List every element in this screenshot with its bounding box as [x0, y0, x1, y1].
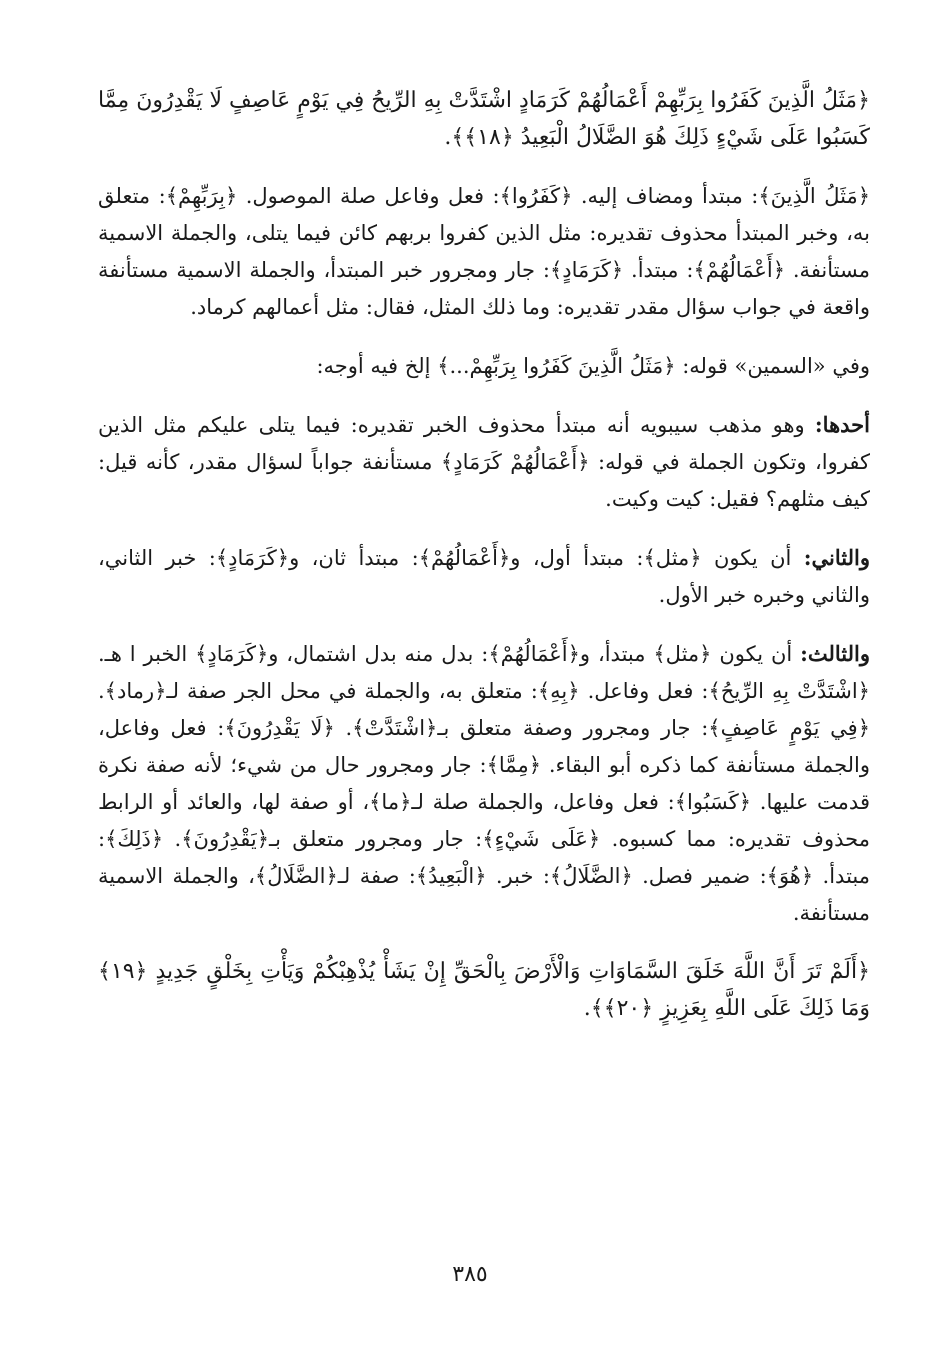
paragraph-lead: والثالث:	[800, 641, 870, 666]
second-view-paragraph	[98, 539, 870, 614]
paragraph-text: ﴿مَثَلُ الَّذِينَ﴾: مبتدأ ومضاف إليه. ﴿كَفَرُوا﴾: فعل وفاعل صلة الموصول. ﴿بِرَبِّهِمْ﴾: متعلق به، وخبر المبتدأ محذوف تقديره: مثل الذين كفروا بربهم كائن فيما يتلى، والجملة الاسمية مستأنفة. ﴿أَعْمَالُهُمْ﴾: مبتدأ. ﴿كَرَمَادٍ﴾: جار ومجرور خبر المبتدأ، والجملة الاسمية مستأنفة واقعة في جواب سؤال مقدر تقديره: وما ذلك المثل، فقال: مثل أعمالهم كرماد.	[98, 184, 870, 319]
third-view-paragraph	[98, 635, 870, 932]
paragraph-lead: والثاني:	[803, 545, 870, 570]
paragraph-text: أن يكون ﴿مثل﴾: مبتدأ أول، و﴿أَعْمَالُهُمْ﴾: مبتدأ ثان، و﴿كَرَمَادٍ﴾: خبر الثاني، والثاني وخبره خبر الأول.	[98, 546, 870, 607]
samin-intro-paragraph	[98, 347, 870, 385]
paragraph-lead: أحدها:	[814, 412, 870, 437]
verse-18-paragraph	[98, 82, 870, 156]
verse-19-20-paragraph	[98, 953, 870, 1027]
paragraph-text: أن يكون ﴿مثل﴾ مبتدأ، و﴿أَعْمَالُهُمْ﴾: بدل منه بدل اشتمال، و﴿كَرَمَادٍ﴾ الخبر ا هـ. ﴿اشْتَدَّتْ بِهِ الرِّيحُ﴾: فعل وفاعل. ﴿بِهِ﴾: متعلق به، والجملة في محل الجر صفة لـ﴿رماد﴾. ﴿فِي يَوْمٍ عَاصِفٍ﴾: جار ومجرور وصفة متعلق بـ﴿اشْتَدَّتْ﴾. ﴿لَا يَقْدِرُونَ﴾: فعل وفاعل، والجملة مستأنفة كما ذكره أبو البقاء. ﴿مِمَّا﴾: جار ومجرور حال من شيء؛ لأنه صفة نكرة قدمت عليها. ﴿كَسَبُوا﴾: فعل وفاعل، والجملة صلة لـ﴿ما﴾، أو صفة لها، والعائد أو الرابط محذوف تقديره: مما كسبوه. ﴿عَلَى شَيْءٍ﴾: جار ومجرور متعلق بـ﴿يَقْدِرُونَ﴾. ﴿ذَلِكَ﴾: مبتدأ. ﴿هُوَ﴾: ضمير فصل. ﴿الضَّلَالُ﴾: خبر. ﴿الْبَعِيدُ﴾: صفة لـ﴿الضَّلَالُ﴾، والجملة الاسمية مستأنفة.	[98, 642, 871, 925]
first-view-paragraph	[98, 406, 870, 518]
paragraph-text: وهو مذهب سيبويه أنه مبتدأ محذوف الخبر تقديره: فيما يتلى عليكم مثل الذين كفروا، وتكون الجملة في قوله: ﴿أَعْمَالُهُمْ كَرَمَادٍ﴾ مستأنفة جواباً لسؤال مقدر، كأنه قيل: كيف مثلهم؟ فقيل: كيت وكيت.	[98, 413, 870, 511]
page-text-block	[98, 82, 870, 1048]
paragraph-text: ﴿مَثَلُ الَّذِينَ كَفَرُوا بِرَبِّهِمْ أَعْمَالُهُمْ كَرَمَادٍ اشْتَدَّتْ بِهِ الرِّيحُ فِي يَوْمٍ عَاصِفٍ لَا يَقْدِرُونَ مِمَّا كَسَبُوا عَلَى شَيْءٍ ذَلِكَ هُوَ الضَّلَالُ الْبَعِيدُ ﴿١٨﴾﴾.	[98, 88, 870, 150]
page-number: ٣٨٥	[452, 1262, 488, 1287]
paragraph-text: وفي «السمين» قوله: ﴿مَثَلُ الَّذِينَ كَفَرُوا بِرَبِّهِمْ...﴾ إلخ فيه أوجه:	[316, 354, 870, 378]
paragraph-text: ﴿أَلَمْ تَرَ أَنَّ اللَّهَ خَلَقَ السَّمَاوَاتِ وَالْأَرْضَ بِالْحَقِّ إِنْ يَشَأْ يُذْهِبْكُمْ وَيَأْتِ بِخَلْقٍ جَدِيدٍ ﴿١٩﴾ وَمَا ذَلِكَ عَلَى اللَّهِ بِعَزِيزٍ ﴿٢٠﴾﴾.	[98, 959, 870, 1021]
parsing-paragraph-1	[98, 177, 870, 326]
